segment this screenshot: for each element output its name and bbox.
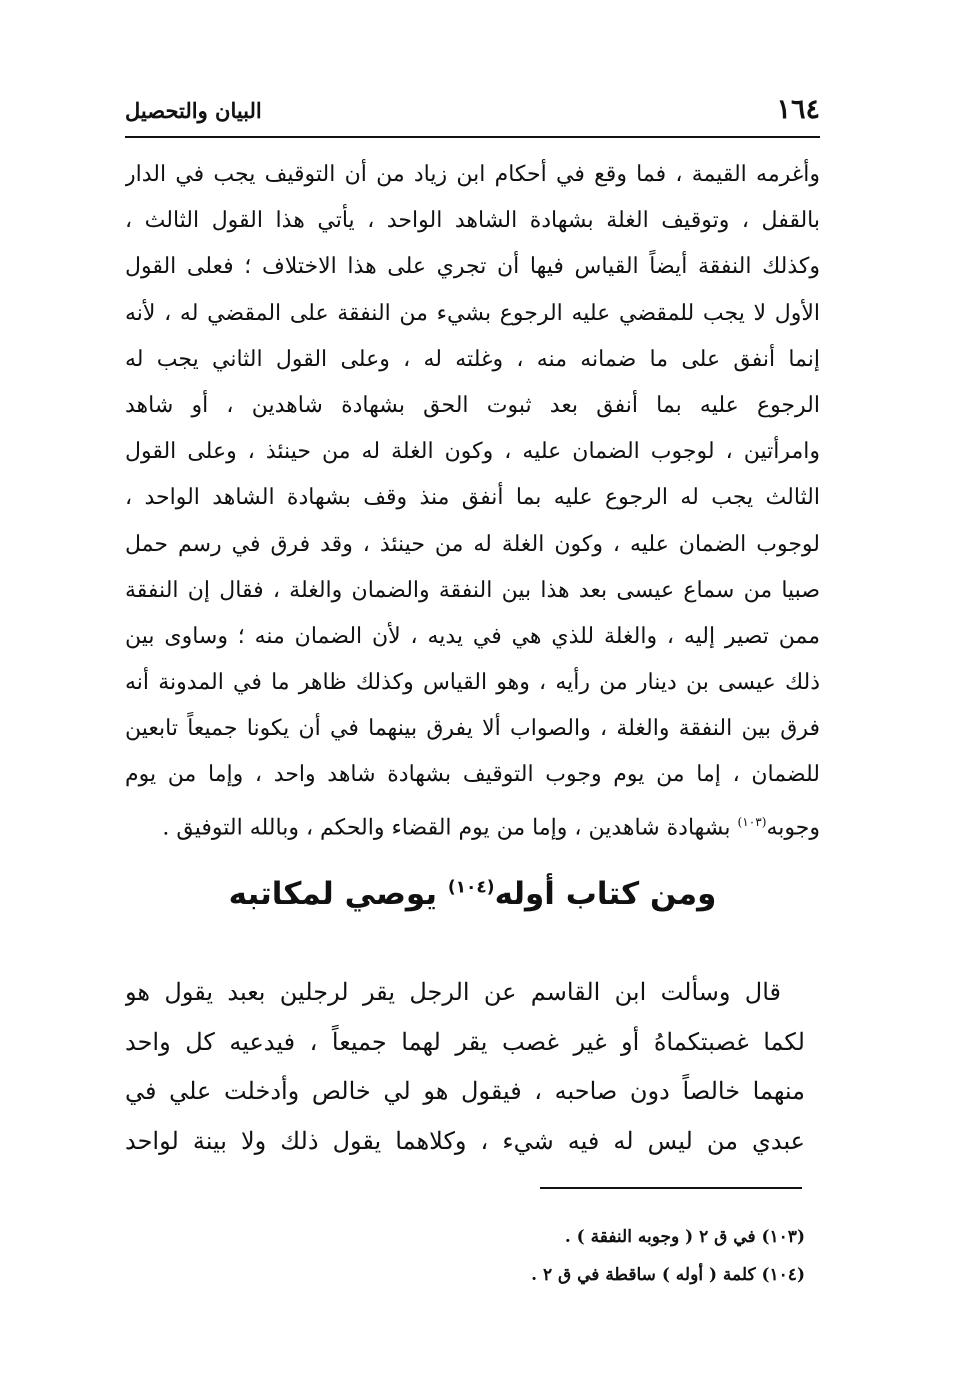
text-line: وامرأتين ، لوجوب الضمان عليه ، وكون الغلة له من حينئذ ، وعلى القول	[125, 439, 820, 465]
text-line: صبيا من سماع عيسى بعد هذا بين النفقة والضمان والغلة ، فقال إن النفقة	[125, 577, 820, 603]
last-line-rest: بشهادة شاهدين ، وإما من يوم القضاء والحكم ، وبالله التوفيق .	[162, 814, 731, 840]
footnote-103: (١٠٣) في ق ٢ ( وجوبه النفقة ) .	[564, 1227, 805, 1247]
text-line: لكما غصبتكماهُ أو غير غصب يقر لهما جميعاً ، فيدعيه كل واحد	[125, 1027, 805, 1056]
footnote-divider	[540, 1187, 802, 1189]
text-line: عبدي من ليس له فيه شيء ، وكلاهما يقول ذلك ولا بينة لواحد	[125, 1126, 805, 1155]
running-header	[125, 92, 820, 132]
book-title: البيان والتحصيل	[125, 98, 262, 123]
section-heading	[125, 876, 820, 912]
last-line-prefix: وجوبه	[766, 814, 820, 840]
header-divider	[125, 136, 820, 138]
text-line: بالقفل ، وتوقيف الغلة بشهادة الشاهد الواحد ، يأتي هذا القول الثالث ،	[125, 208, 820, 234]
text-line: ممن تصير إليه ، والغلة للذي هي في يديه ، لأن الضمان منه ؛ وساوى بين	[125, 623, 820, 649]
text-line: وأغرمه القيمة ، فما وقع في أحكام ابن زياد من أن التوقيف يجب في الدار	[125, 162, 820, 187]
heading-suffix: يوصي لمكاتبه	[228, 876, 438, 912]
text-line: لوجوب الضمان عليه ، وكون الغلة له من حينئذ ، وقد فرق في رسم حمل	[125, 531, 820, 557]
text-line: الأول لا يجب للمقضي عليه الرجوع بشيء من النفقة على المقضي له ، لأنه	[125, 300, 820, 326]
footnotes	[400, 1218, 805, 1294]
text-line-last	[125, 799, 820, 845]
footnote-104: (١٠٤) كلمة ( أوله ) ساقطة في ق ٢ .	[531, 1265, 805, 1285]
text-line: الرجوع عليه بما أنفق بعد ثبوت الحق بشهادة شاهدين ، أو شاهد	[125, 392, 820, 418]
text-line: الثالث يجب له الرجوع عليه بما أنفق منذ وقف بشهادة الشاهد الواحد ،	[125, 485, 820, 511]
text-line: منهما خالصاً دون صاحبه ، فيقول هو لي خالص وأدخلت علي في	[125, 1077, 805, 1105]
text-line: فرق بين النفقة والغلة ، والصواب ألا يفرق بينهما في أن يكونا جميعاً تابعين	[125, 716, 820, 742]
section-text-block	[125, 968, 805, 1166]
text-line: قال وسألت ابن القاسم عن الرجل يقر لرجلين بعبد يقول هو	[125, 978, 782, 1006]
text-line: ذلك عيسى بن دينار من رأيه ، وهو القياس وكذلك ظاهر ما في المدونة أنه	[125, 670, 820, 696]
text-line: إنما أنفق على ما ضمانه منه ، وغلته له ، وعلى القول الثاني يجب له	[125, 346, 820, 372]
footnote-ref-104: (١٠٤)	[447, 877, 495, 898]
page-number: ١٦٤	[776, 94, 820, 125]
footnote-ref-103: (١٠٣)	[737, 814, 767, 829]
text-line: للضمان ، إما من يوم وجوب التوقيف بشهادة شاهد واحد ، وإما من يوم	[125, 762, 820, 788]
text-line: وكذلك النفقة أيضاً القياس فيها أن تجري على هذا الاختلاف ؛ فعلى القول	[125, 254, 820, 280]
main-text-block	[125, 152, 820, 845]
heading-prefix: ومن كتاب أوله	[494, 876, 717, 912]
